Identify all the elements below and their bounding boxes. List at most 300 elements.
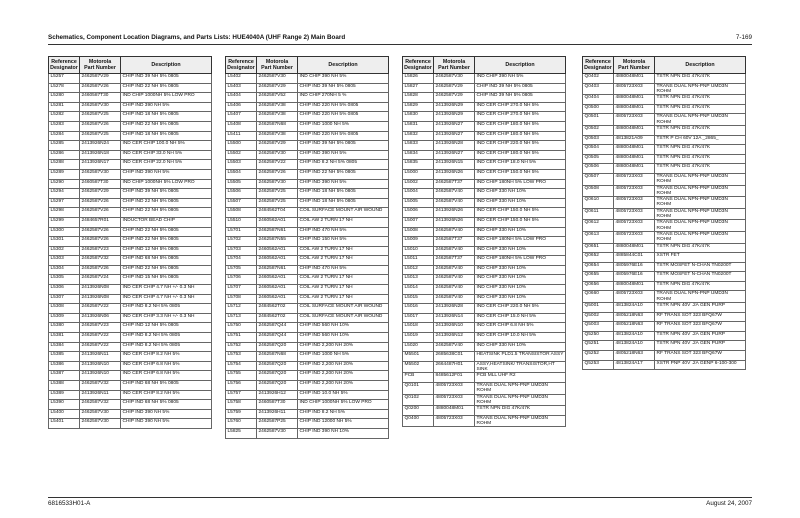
description: IND CER CHIP 180.0 NH 5% [475, 150, 566, 160]
table-row [49, 381, 212, 391]
part-number: 2413926H12 [257, 390, 298, 400]
description: CHIP IND 39 NH 5% 0805 [475, 93, 566, 103]
reference-designator: L5000 [403, 169, 434, 179]
part-number: 2484562T02 [257, 304, 298, 314]
description: CHIP IND 22 NH 5% 0805 [298, 169, 389, 179]
reference-designator: L5753 [226, 352, 257, 362]
table-row [49, 237, 212, 247]
reference-designator: L5390 [49, 400, 80, 410]
reference-designator: L5712 [226, 304, 257, 314]
description: IND CHIP 270NH 5 % [298, 93, 389, 103]
reference-designator: L5020 [403, 342, 434, 352]
parts-table-3 [402, 56, 566, 427]
description: TRANS DUAL NPN-PNP UMD3N ROHM [655, 208, 746, 220]
part-number: 4805723X03 [614, 114, 655, 126]
part-number: 2462587V40 [434, 246, 475, 256]
table-row [226, 285, 389, 295]
description: IND CER CHIP 150.0 NH 5% [475, 169, 566, 179]
reference-designator: L5289 [49, 169, 80, 179]
description: TRANS DUAL NPN-PNP UMD3N ROHM [655, 197, 746, 209]
parts-table-1 [48, 56, 212, 429]
description: CHIP IND 390 NH 5% [121, 409, 212, 419]
description: CHIP IND 2,200 NH 20% [298, 342, 389, 352]
description: TRANS DUAL NPN-PNP UMD3N ROHM [655, 83, 746, 95]
part-number: 2462587V32 [80, 381, 121, 391]
part-number: 2462587Q20 [257, 381, 298, 391]
description: CHIP IND 560 NH 10% [298, 323, 389, 333]
part-number: 4805723X03 [614, 185, 655, 197]
doc-date: August 24, 2007 [706, 500, 752, 507]
table-row [583, 262, 746, 272]
ref-header [583, 57, 614, 74]
part-number: 2462587V29 [80, 189, 121, 199]
reference-designator: L5005 [403, 198, 434, 208]
table-row [49, 352, 212, 362]
reference-designator: L5015 [403, 294, 434, 304]
table-row [49, 131, 212, 141]
table-row [49, 150, 212, 160]
table-row [583, 125, 746, 135]
description: CHIP IND 18 NH 5% 0805 [298, 189, 389, 199]
description: CHIP IND 68 NH 5% 0805 [121, 400, 212, 410]
reference-designator: Q0500 [583, 104, 614, 114]
reference-designator: L5834 [403, 150, 434, 160]
part-number: 2413926N26 [434, 169, 475, 179]
part-number: 2462587V26 [257, 169, 298, 179]
part-number: 2462587V26 [80, 237, 121, 247]
table-row [226, 208, 389, 218]
description: CHIP IND 39 NH 5% 0805 [121, 74, 212, 84]
description: TSTR P CH 60V 12A _2865_ [655, 135, 746, 145]
reference-designator: Q0503 [583, 135, 614, 145]
description: CHIP IND 18 NH 5% 0805 [121, 131, 212, 141]
reference-designator: L5387 [49, 371, 80, 381]
table-row [226, 83, 389, 93]
table-row [226, 141, 389, 151]
reference-designator: L5305 [49, 275, 80, 285]
table-row [403, 246, 566, 256]
reference-designator: L5004 [403, 189, 434, 199]
part-number: 2460562A01 [257, 285, 298, 295]
part-number: 4805723X03 [434, 394, 475, 406]
reference-designator: L5288 [49, 160, 80, 170]
description: CHIP IND 68 NH 5% 0805 [121, 256, 212, 266]
reference-designator: L5755 [226, 371, 257, 381]
reference-designator: L5016 [403, 304, 434, 314]
description: TRANS DUAL NPN-PNP UMD3N ROHM [655, 173, 746, 185]
table-row [226, 371, 389, 381]
description-header-text: Description [505, 62, 535, 68]
reference-designator: L5411 [226, 131, 257, 141]
part-number: 4880048M01 [614, 243, 655, 253]
table-row [226, 74, 389, 84]
reference-designator: L5284 [49, 131, 80, 141]
table-row [49, 419, 212, 429]
part-number: 2462587V30 [257, 428, 298, 438]
table-row [583, 95, 746, 105]
table-row [226, 342, 389, 352]
ref-header [49, 57, 80, 74]
reference-designator: L5306 [49, 285, 80, 295]
part-number-header [80, 57, 121, 74]
table-row [226, 275, 389, 285]
part-number: 4805723X03 [614, 208, 655, 220]
doc-number: 6816533H01-A [48, 500, 91, 507]
reference-designator: L5827 [403, 83, 434, 93]
reference-designator: Q0654 [583, 262, 614, 272]
part-number: 2462587V40 [434, 198, 475, 208]
description: CHIP IND 22 NH 5% 0805 [121, 265, 212, 275]
reference-designator: Q5252 [583, 351, 614, 361]
part-number: 2462587Q44 [257, 333, 298, 343]
table-row [49, 160, 212, 170]
table-row [226, 323, 389, 333]
description: CHIP IND 10.0 NH 5% [298, 390, 389, 400]
table-row [226, 304, 389, 314]
table-row [49, 304, 212, 314]
table-row [49, 371, 212, 381]
description: TRANS DUAL NPN-PNP UMD3N ROHM [655, 114, 746, 126]
description: TSTR NPN DIG 47K/47K [655, 74, 746, 84]
description: IND CHIP 330 NH 10% [475, 342, 566, 352]
description: CHIP IND 39 NH 5% 0805 [475, 83, 566, 93]
reference-designator: L5019 [403, 333, 434, 343]
reference-designator: L5017 [403, 313, 434, 323]
description: IND CER CHIP 180.0 NH 5% [475, 121, 566, 131]
description: IND CER CHIP 10.0 NH 5% [475, 333, 566, 343]
part-number: 2413926N10 [80, 371, 121, 381]
table-row [583, 331, 746, 341]
part-number: 4805723X03 [614, 173, 655, 185]
table-row [226, 150, 389, 160]
part-number: 2462587N55 [257, 237, 298, 247]
part-number: 2484562T04 [257, 208, 298, 218]
reference-designator: L5708 [226, 294, 257, 304]
description: COIL AW 2 TURN 17 NH [298, 246, 389, 256]
part-number-header-text: Motorola [442, 59, 466, 65]
reference-designator: L5303 [49, 256, 80, 266]
reference-designator: L5502 [226, 150, 257, 160]
reference-designator: Q0102 [403, 394, 434, 406]
table-row [49, 208, 212, 218]
description: TSTR NPN 40V .2A GEN PURP [655, 341, 746, 351]
part-number: 4880048M01 [614, 281, 655, 291]
part-number: 2462587V40 [434, 285, 475, 295]
table-row [403, 313, 566, 323]
part-number: 4880048M01 [614, 154, 655, 164]
table-row [403, 256, 566, 266]
part-number: 2460562A01 [257, 294, 298, 304]
table-row [226, 237, 389, 247]
description: CHIP IND 39 NH 5% 0805 [298, 141, 389, 151]
page-number: 7-169 [735, 34, 752, 41]
reference-designator: L5750 [226, 323, 257, 333]
reference-designator: L5707 [226, 285, 257, 295]
part-number: 2413926N26 [434, 217, 475, 227]
description: IND CHIP 390 NH 5% [475, 74, 566, 84]
part-number: 2462587V25 [80, 131, 121, 141]
reference-designator: L5705 [226, 265, 257, 275]
table-row [226, 256, 389, 266]
parts-table-4 [582, 56, 746, 370]
description: IND CHIP 180NH 5% LOW PRO [475, 256, 566, 266]
reference-designator: Q0403 [583, 83, 614, 95]
part-number: 2462587V30 [257, 179, 298, 189]
part-number: 2413926N11 [80, 390, 121, 400]
description: IND CHIP 330 NH 10% [475, 275, 566, 285]
part-number: 2462587V23 [80, 246, 121, 256]
description: IND CHIP 1000NH 5% LOW PRO [298, 400, 389, 410]
table-row [583, 185, 746, 197]
description: IND CER CHIP 3.3 NH +/- 0.3 NH [121, 313, 212, 323]
reference-designator: L5385 [49, 352, 80, 362]
table-row [49, 265, 212, 275]
description: CHIP IND 8.2 NH 5% 0805 [121, 333, 212, 343]
table-row [49, 83, 212, 93]
description-header [298, 57, 389, 74]
table-row [403, 198, 566, 208]
reference-designator: L5386 [49, 361, 80, 371]
part-number: 2462587V26 [80, 208, 121, 218]
table-row [226, 93, 389, 103]
reference-designator: L5752 [226, 342, 257, 352]
reference-designator: L5704 [226, 256, 257, 266]
description: CHIP IND 2,200 NH 20% [298, 371, 389, 381]
reference-designator: L5297 [49, 198, 80, 208]
reference-designator: L5500 [226, 141, 257, 151]
table-row [49, 342, 212, 352]
part-number: 2462587N68 [257, 352, 298, 362]
table-row [49, 294, 212, 304]
table-row [49, 93, 212, 103]
ref-header-text: Reference [51, 59, 77, 65]
table-row [403, 383, 566, 395]
ref-header [226, 57, 257, 74]
reference-designator: Q0613 [583, 231, 614, 243]
reference-designator: L5012 [403, 265, 434, 275]
table-row [583, 360, 746, 370]
reference-designator: L5278 [49, 83, 80, 93]
part-number: 2462587V30 [80, 102, 121, 112]
part-number: 2462587T37 [434, 256, 475, 266]
description: CHIP IND 470 NH 5% [298, 227, 389, 237]
description-header [475, 57, 566, 74]
description: TSTR NPN DIG 47K/47K [655, 125, 746, 135]
table-row [583, 104, 746, 114]
ref-header-text: Designator [50, 65, 78, 71]
table-row [226, 112, 389, 122]
description: RF TRANS SOT 323 BFQ67W [655, 322, 746, 332]
ref-header [403, 57, 434, 74]
description: IND CER CHIP 220.0 NH 5% [475, 141, 566, 151]
reference-designator: L5831 [403, 121, 434, 131]
reference-designator: L5285 [49, 141, 80, 151]
table-header-row [226, 57, 389, 74]
table-row [226, 428, 389, 438]
part-number: 2664487H01 [434, 361, 475, 373]
description: XSTR PNP 40V .2A GENP 6-100-300 [655, 360, 746, 370]
description: HEATSINK PLD1.5 TRANSISTOR ASSY [475, 352, 566, 362]
part-number-header [257, 57, 298, 74]
description: TSTR NPN DIG 47K/47K [655, 164, 746, 174]
part-number: 2413926N18 [80, 150, 121, 160]
reference-designator: L5018 [403, 323, 434, 333]
part-number: 2462587V25 [257, 198, 298, 208]
reference-designator: L5294 [49, 189, 80, 199]
part-number: 2462587V29 [257, 83, 298, 93]
part-number: 2413926N12 [434, 333, 475, 343]
description: CHIP IND 8.2 NH 5% [298, 409, 389, 419]
reference-designator: L5013 [403, 275, 434, 285]
part-number: 2460562A01 [257, 246, 298, 256]
table-row [49, 198, 212, 208]
table-row [583, 164, 746, 174]
part-number: 4805723X03 [614, 220, 655, 232]
reference-designator: L5286 [49, 150, 80, 160]
description: IND CHIP 330 NH 10% [475, 189, 566, 199]
part-number: 2462587V38 [257, 131, 298, 141]
description: TSTR MOSFET N-CHAN TN0200T [655, 262, 746, 272]
description: CHIP IND 22 NH 5% 0805 [121, 198, 212, 208]
reference-designator: L5388 [49, 381, 80, 391]
part-number: 2460562A01 [257, 275, 298, 285]
table-row [226, 381, 389, 391]
reference-designator: L5384 [49, 342, 80, 352]
table-row [403, 121, 566, 131]
part-number: 4805976E16 [614, 262, 655, 272]
part-number: 2462587V32 [80, 400, 121, 410]
header-rule [48, 44, 752, 45]
description: IND CHIP 1000NH 5% LOW PRO [121, 179, 212, 189]
description: IND CER CHIP 100.0 NH 5% [121, 141, 212, 151]
table-row [403, 179, 566, 189]
reference-designator: L5381 [49, 333, 80, 343]
description: COIL AW 2 TURN 17 NH [298, 285, 389, 295]
part-number: 2462587V30 [80, 419, 121, 429]
description: CHIP IND 390 NH 5% [121, 102, 212, 112]
part-number: 2462587V22 [80, 333, 121, 343]
reference-designator: L5380 [49, 323, 80, 333]
footer-rule [48, 497, 752, 498]
part-number: 2462587V30 [80, 409, 121, 419]
reference-designator: Q0611 [583, 208, 614, 220]
table-row [403, 237, 566, 247]
description: CHIP IND 12 NH 5% 0805 [121, 323, 212, 333]
description: CHIP IND 22 NH 5% 0805 [121, 237, 212, 247]
description: CHIP IND 1000 NH 5% [298, 121, 389, 131]
table-row [403, 323, 566, 333]
table-header-row [403, 57, 566, 74]
table-row [583, 197, 746, 209]
reference-designator: Q0652 [583, 253, 614, 263]
reference-designator: Q5250 [583, 331, 614, 341]
description: TRANS DUAL NPN-PNP UMD3N ROHM [655, 185, 746, 197]
part-number: 2413926N29 [434, 112, 475, 122]
description: IND CHIP 180NH 5% LOW PRO [475, 237, 566, 247]
description: IND CER CHIP 6.8 NH 5% [121, 371, 212, 381]
reference-designator: Q0612 [583, 220, 614, 232]
reference-designator: Q5251 [583, 341, 614, 351]
description: CHIP IND 8.2 NH 5% 0805 [121, 304, 212, 314]
description: IND CER CHIP 8.2 NH 5% [121, 390, 212, 400]
description: TRANS DUAL NPN-PNP UMD3N ROHM [655, 231, 746, 243]
table-row [49, 179, 212, 189]
table-header-row [49, 57, 212, 74]
description-header-text: Description [328, 62, 358, 68]
table-row [403, 102, 566, 112]
reference-designator: L5002 [403, 179, 434, 189]
part-number: 2462587V30 [257, 74, 298, 84]
description-header [121, 57, 212, 74]
reference-designator: L5830 [403, 112, 434, 122]
table-row [226, 160, 389, 170]
reference-designator: L5407 [226, 112, 257, 122]
description: XSTR FET [655, 253, 746, 263]
table-row [403, 394, 566, 406]
reference-designator: Q5253 [583, 360, 614, 370]
table-row [226, 246, 389, 256]
part-number: 2462587N68 [257, 121, 298, 131]
description: CHIP IND 390 NH 5% [298, 179, 389, 189]
part-number: 4813824A10 [614, 331, 655, 341]
reference-designator: L5283 [49, 121, 80, 131]
description: PCB MLL UHF R2 [475, 373, 566, 383]
description: TSTR NPN DIG 47K/47K [655, 281, 746, 291]
part-number: 4813824A17 [614, 360, 655, 370]
description: IND CER CHIP 150.0 NH 5% [475, 208, 566, 218]
part-number: 2462587V38 [257, 112, 298, 122]
part-number: 2413926N27 [434, 121, 475, 131]
description: IND CHIP 330 NH 10% [475, 246, 566, 256]
reference-designator: L5758 [226, 400, 257, 410]
description: CHIP IND 390 NH 10% [298, 428, 389, 438]
part-number-header-text: Part Number [438, 65, 470, 71]
ref-header-text: Designator [227, 65, 255, 71]
reference-designator: L5702 [226, 237, 257, 247]
table-row [49, 256, 212, 266]
table-row [583, 322, 746, 332]
description: CHIP IND 18 NH 5% 0805 [121, 112, 212, 122]
description: IND CER CHIP 180.0 NH 5% [475, 131, 566, 141]
part-number-header-text: Part Number [261, 65, 293, 71]
table-row [403, 361, 566, 373]
table-row [49, 169, 212, 179]
description: IND CER CHIP 4.7 NH +/- 0.3 NH [121, 294, 212, 304]
table-row [403, 169, 566, 179]
description-header-text: Description [151, 62, 181, 68]
reference-designator: M5502 [403, 361, 434, 373]
description: IND CHIP 330 NH 10% [475, 285, 566, 295]
table-row [226, 333, 389, 343]
table-row [403, 373, 566, 383]
reference-designator: L5401 [49, 419, 80, 429]
table-row [583, 231, 746, 243]
description: CHIP IND 1000 NH 5% [298, 352, 389, 362]
table-row [49, 361, 212, 371]
description: IND CHIP 330 NH 10% [475, 265, 566, 275]
description: COIL SURFACE MOUNT AIR WOUND [298, 208, 389, 218]
table-row [49, 227, 212, 237]
table-row [403, 217, 566, 227]
part-number: 4805723X03 [434, 415, 475, 427]
reference-designator: L5011 [403, 256, 434, 266]
table-row [226, 131, 389, 141]
description: TSTR MOSFET N-CHAN TN0200T [655, 272, 746, 282]
part-number: 2462587V26 [80, 198, 121, 208]
table-row [226, 313, 389, 323]
description: IND CER CHIP 4.7 NH +/- 0.3 NH [121, 285, 212, 295]
table-row [49, 409, 212, 419]
